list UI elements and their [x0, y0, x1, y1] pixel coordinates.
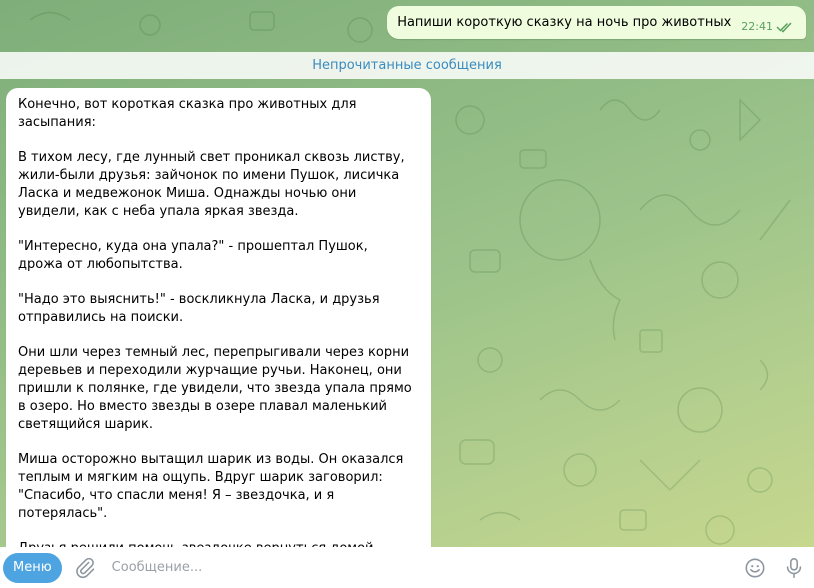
message-paragraph: Конечно, вот короткая сказка про животных для засыпания:	[18, 97, 357, 130]
unread-divider	[0, 52, 814, 79]
message-input[interactable]	[110, 559, 744, 576]
message-paragraph: Миша осторожно вытащил шарик из воды. Он оказался теплым и мягким на ощупь. Вдруг шарик заговорил: "Спасибо, что спасли меня! Я – звездочка, и я потерялась".	[18, 452, 404, 521]
double-check-icon	[776, 21, 794, 33]
message-composer	[0, 547, 814, 588]
incoming-message[interactable]	[6, 88, 431, 556]
smiley-icon[interactable]	[744, 557, 766, 579]
outgoing-message[interactable]	[387, 6, 806, 39]
message-paragraph: "Надо это выяснить!" - воскликнула Ласка, и друзья отправились на поиски.	[18, 292, 380, 325]
message-paragraph: Они шли через темный лес, перепрыгивали через корни деревьев и переходили журчащие ручьи. Наконец, они пришли к полянке, где увидели, что звезда упала прямо в озеро. Но вместо звезды в озере плавал маленький светящийся шарик.	[18, 345, 412, 432]
microphone-icon[interactable]	[784, 557, 804, 579]
unread-divider-label: Непрочитанные сообщения	[312, 58, 502, 73]
message-time: 22:41	[741, 20, 773, 33]
menu-button[interactable]: Меню	[3, 553, 62, 583]
paperclip-icon[interactable]	[74, 557, 96, 579]
outgoing-message-text: Напиши короткую сказку на ночь про животных	[397, 15, 732, 30]
message-paragraph: В тихом лесу, где лунный свет проникал сквозь листву, жили-были друзья: зайчонок по имени Пушок, лисичка Ласка и медвежонок Миша. Однажды ночью они увидели, как с неба упала яркая звезда.	[18, 150, 405, 219]
outgoing-message-meta	[741, 20, 794, 33]
message-paragraph: "Интересно, куда она упала?" - прошептал Пушок, дрожа от любопытства.	[18, 239, 368, 272]
